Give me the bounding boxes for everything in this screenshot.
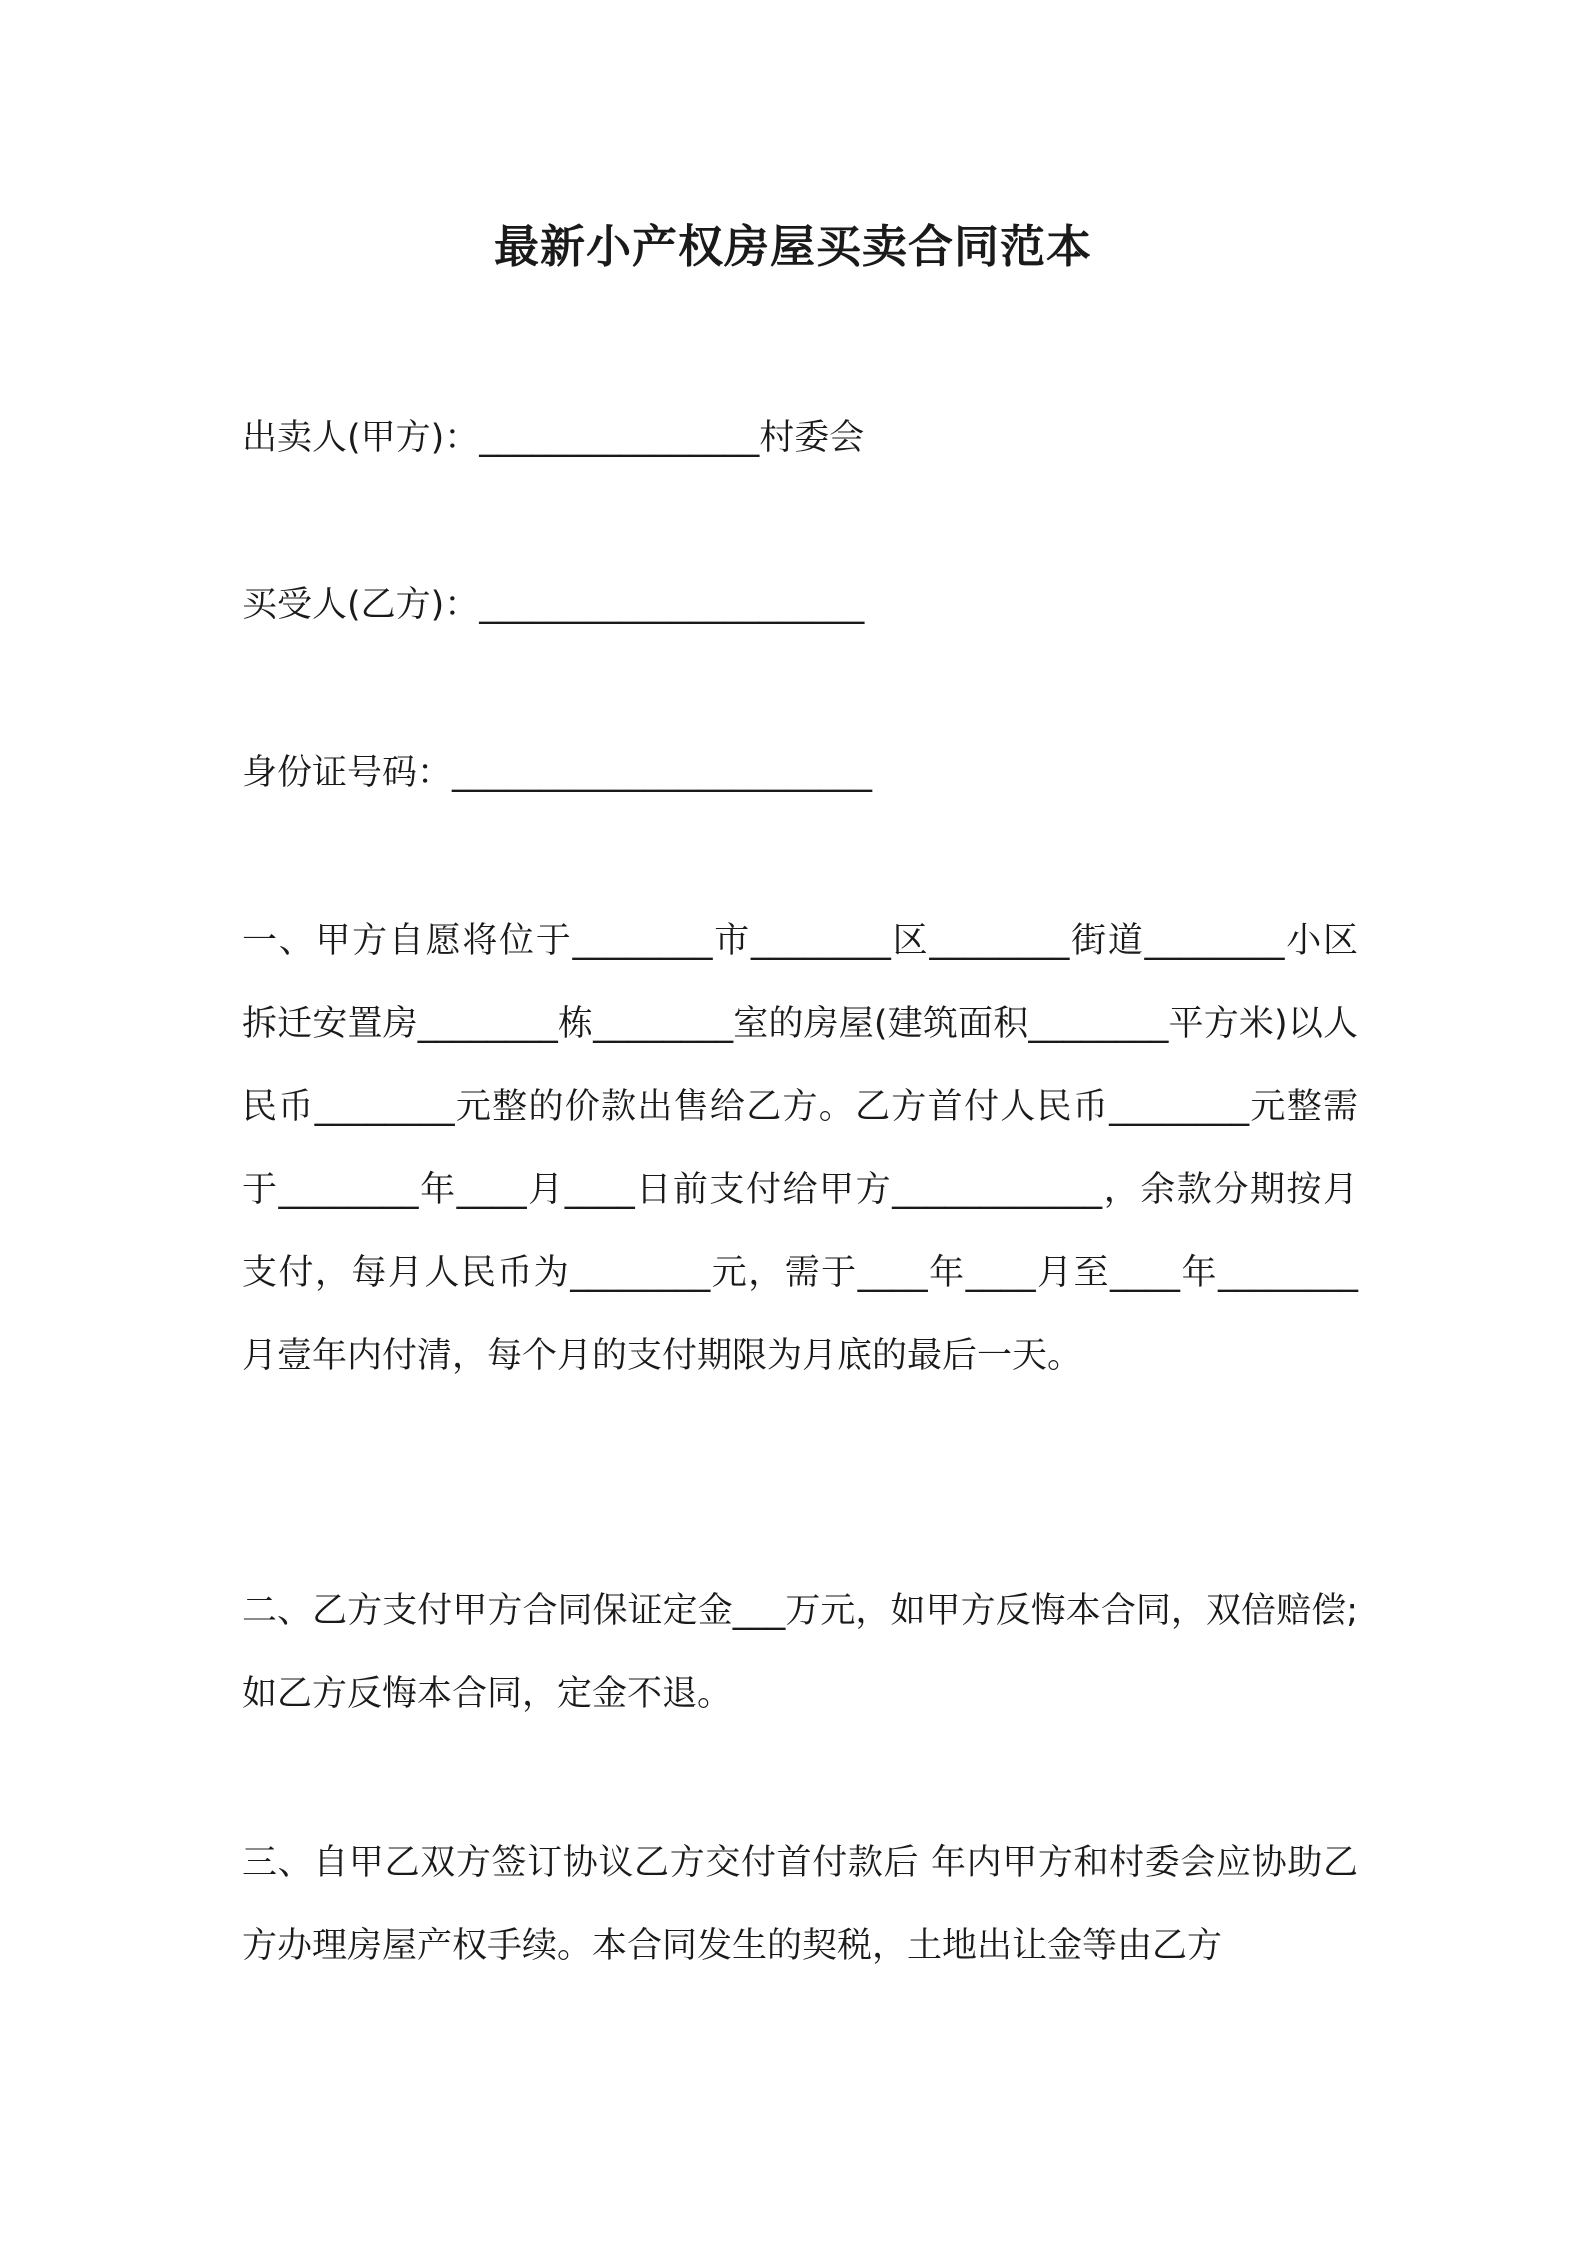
clause-2: 二、乙方支付甲方合同保证定金___万元，如甲方反悔本合同，双倍赔偿;如乙方反悔本合同，定金不退。 [242,1591,1358,1714]
document-title: 最新小产权房屋买卖合同范本 [493,220,1092,273]
buyer-line: 买受人(乙方)：______________________ [242,585,865,625]
clause-3: 三、自甲乙双方签订协议乙方交付首付款后 年内甲方和村委会应协助乙方办理房屋产权手续。本合同发生的契税，土地出让金等由乙方 [242,1843,1358,1966]
seller-line: 出卖人(甲方)：________________村委会 [242,418,865,458]
clause-1: 一、甲方自愿将位于________市________区________街道________小区拆迁安置房________栋________室的房屋(建筑面积________平方米)以人民币________元整的价款出售给乙方。乙方首付人民币________元整需于________年____月____日前支付给甲方____________，余款分期按月支付，每月人民币为________元，需于____年____月至____年________月壹年内付清，每个月的支付期限为月底的最后一天。 [242,921,1358,1376]
id-number-line: 身份证号码：________________________ [242,753,873,793]
